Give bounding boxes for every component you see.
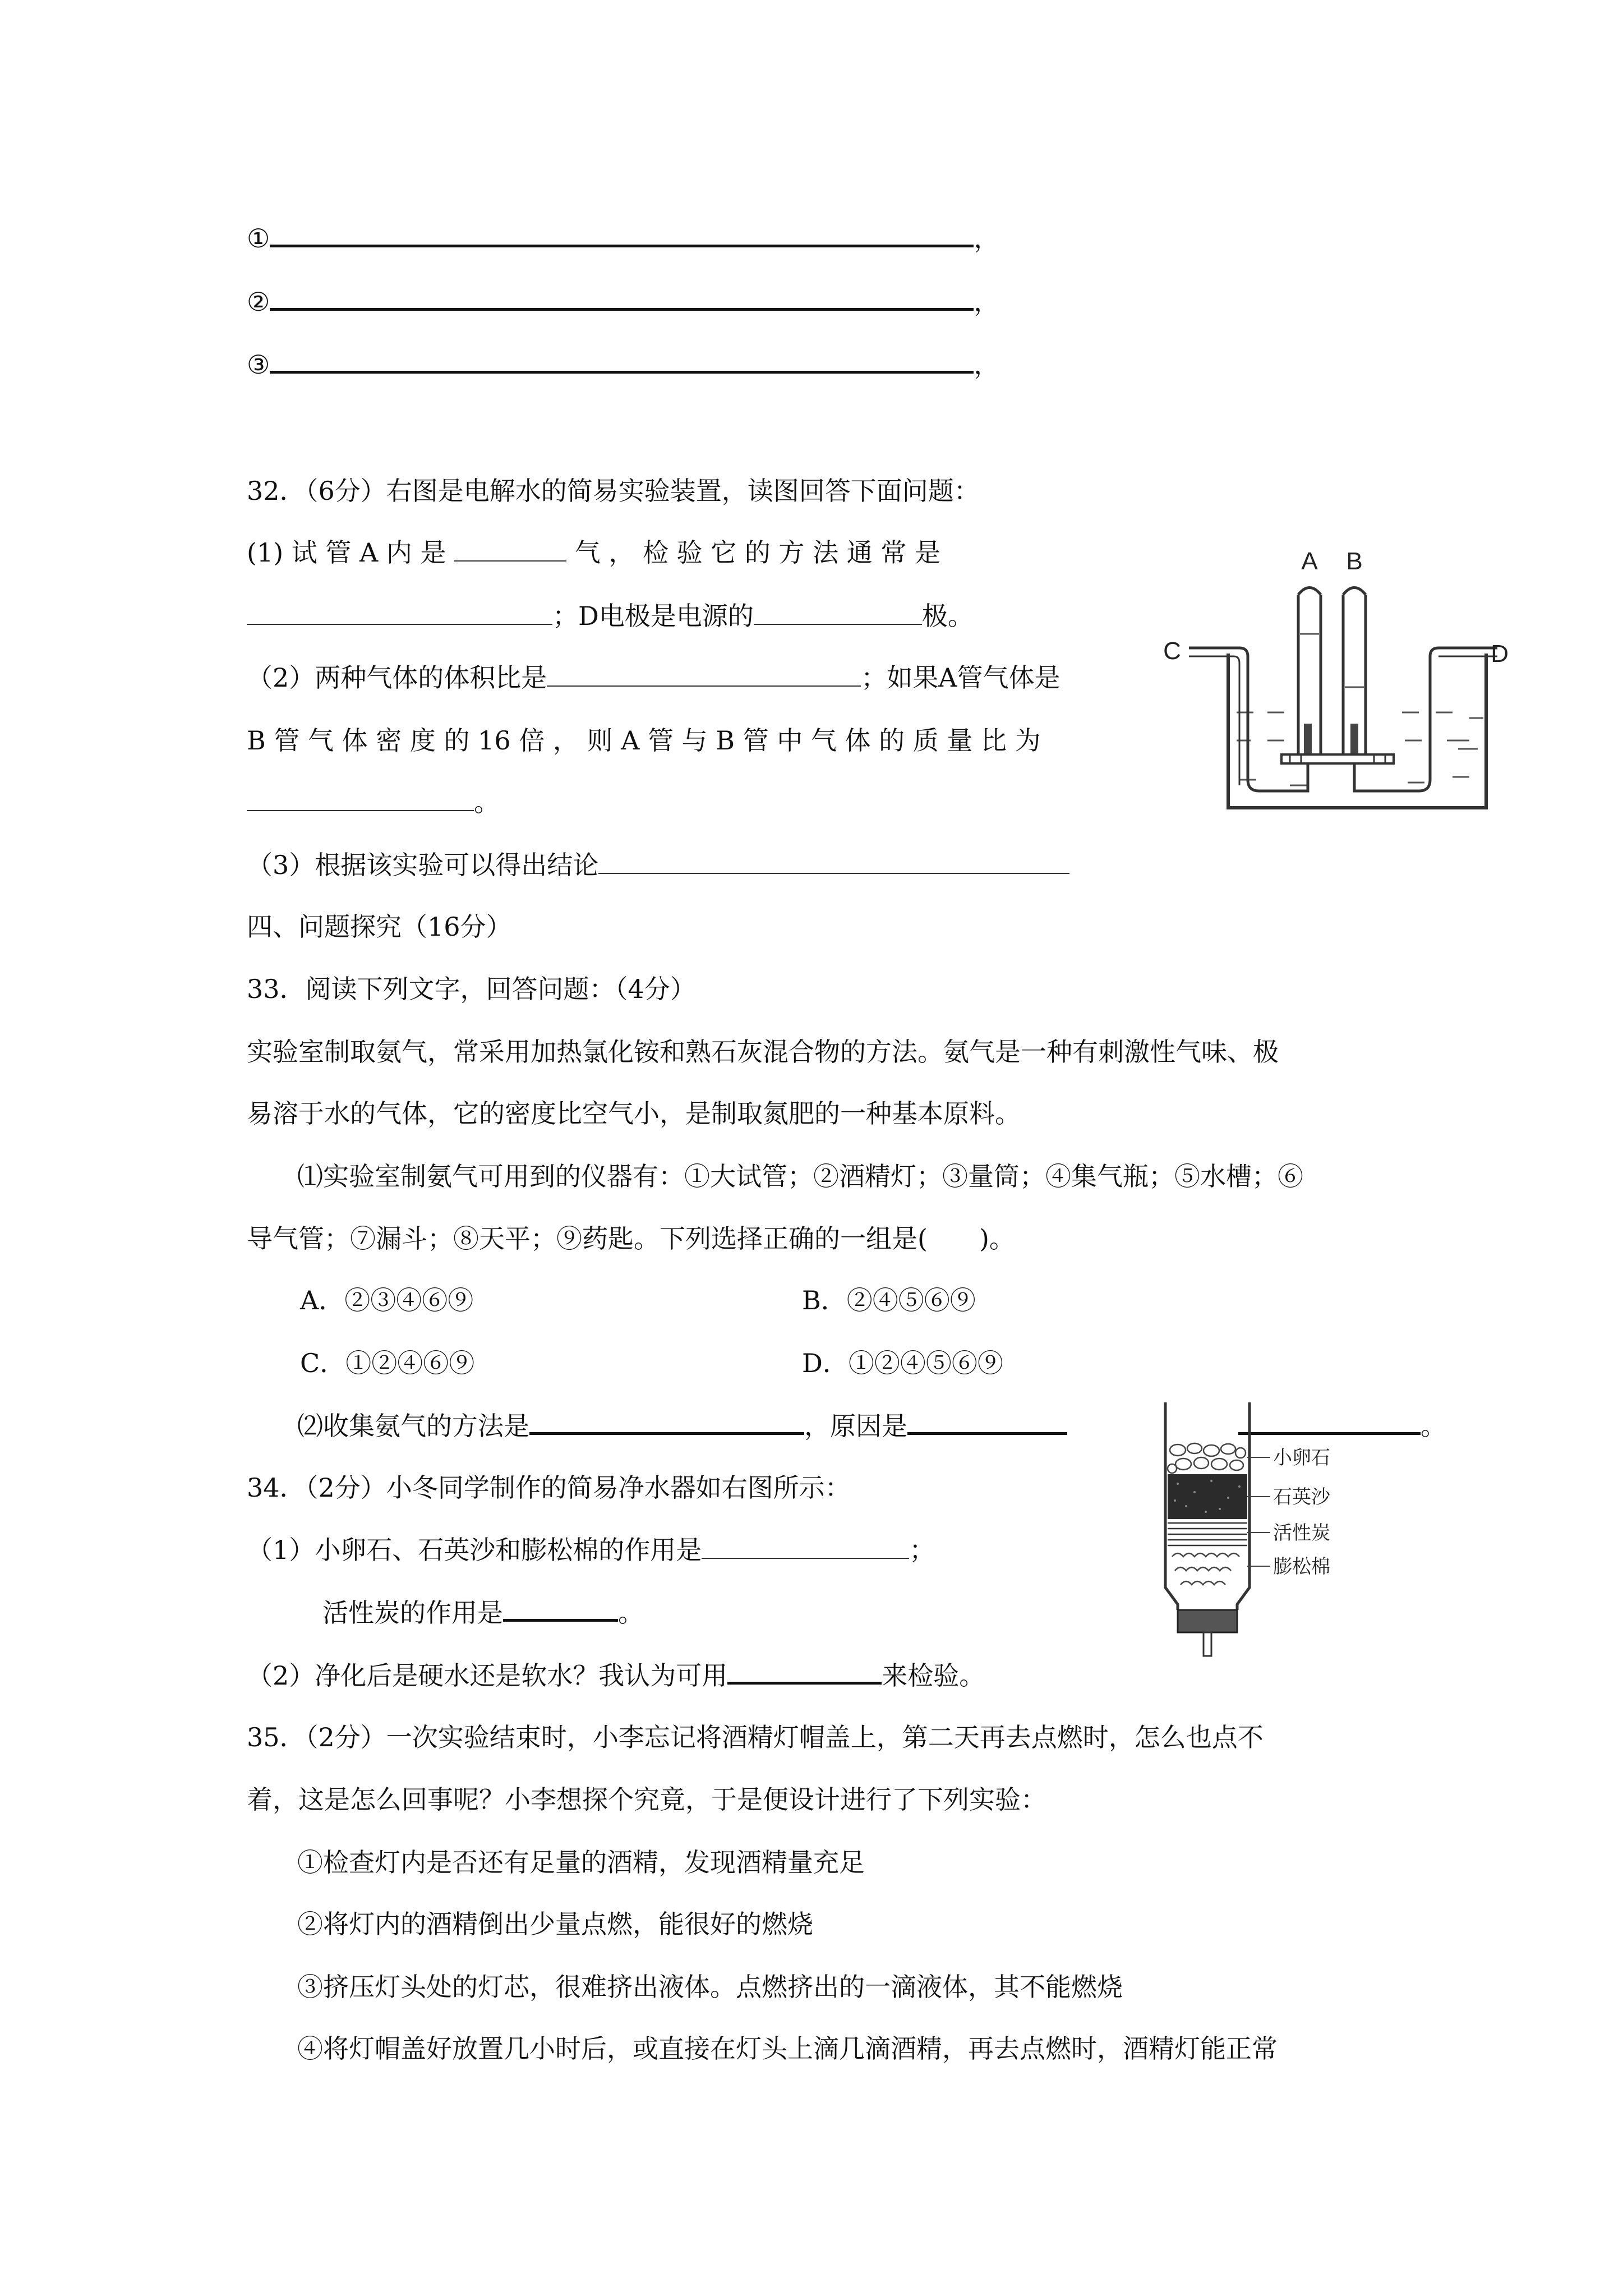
label-activated-carbon: 活性炭 — [1273, 1522, 1330, 1544]
water-purifier-figure — [1155, 1402, 1380, 1660]
q32-part2-line1: （2）两种气体的体积比是 ；如果A管气体是 — [247, 662, 1061, 693]
q35-step2: ②将灯内的酒精倒出少量点燃，能很好的燃烧 — [297, 1909, 813, 1939]
answer-blank[interactable] — [270, 305, 974, 311]
answer-blank[interactable] — [598, 869, 1069, 874]
label-d: D — [1491, 640, 1509, 668]
answer-blank[interactable] — [727, 1678, 882, 1685]
q34-part1-line2: 活性炭的作用是 。 — [322, 1598, 644, 1628]
q34-title: 34．（2分）小冬同学制作的简易净水器如右图所示： — [247, 1473, 851, 1503]
q32-part1-line2: ；D电极是电源的 极。 — [247, 599, 974, 633]
q33-option-d[interactable]: D．①②④⑤⑥⑨ — [802, 1348, 1003, 1378]
answer-blank[interactable] — [907, 1429, 1067, 1435]
section-heading: 四、问题探究（16分） — [247, 912, 512, 942]
label-cotton: 膨松棉 — [1273, 1556, 1330, 1577]
q32-part1-line1: (1) 试 管 A 内 是 气 ， 检 验 它 的 方 法 通 常 是 — [247, 537, 940, 568]
answer-blank[interactable] — [754, 620, 922, 625]
q33-option-a[interactable]: A．②③④⑥⑨ — [300, 1285, 474, 1315]
q33-q1-line2: 导气管；⑦漏斗；⑧天平；⑨药匙。下列选择正确的一组是( )。 — [247, 1223, 1015, 1254]
q35-title: 35．（2分）一次实验结束时，小李忘记将酒精灯帽盖上，第二天再去点燃时，怎么也点不 — [247, 1722, 1264, 1752]
q32-title: 32．（6分）右图是电解水的简易实验装置，读图回答下面问题： — [247, 476, 980, 506]
answer-blank[interactable] — [270, 367, 974, 374]
circled-number: ① — [247, 223, 270, 254]
q33-q1-line1: ⑴实验室制氨气可用到的仪器有：①大试管；②酒精灯；③量筒；④集气瓶；⑤水槽；⑥ — [297, 1161, 1303, 1191]
answer-line-1: ① ， — [247, 223, 1000, 254]
q33-q2: ⑵收集氨气的方法是 ，原因是 。 — [297, 1411, 1446, 1441]
q35-step3: ③挤压灯头处的灯芯，很难挤出液体。点燃挤出的一滴液体，其不能燃烧 — [297, 1972, 1123, 2002]
label-a: A — [1301, 547, 1318, 575]
answer-blank[interactable] — [529, 1429, 804, 1435]
answer-blank[interactable] — [702, 1554, 909, 1559]
label-quartz-sand: 石英沙 — [1273, 1487, 1330, 1508]
q33-text1: 实验室制取氨气，常采用加热氯化铵和熟石灰混合物的方法。氨气是一种有刺激性气味、极 — [247, 1037, 1279, 1067]
electrolysis-figure — [1155, 544, 1514, 819]
q34-part1-line1: （1）小卵石、石英沙和膨松棉的作用是 ； — [247, 1535, 935, 1565]
q35-line2: 着，这是怎么回事呢？小李想探个究竟，于是便设计进行了下列实验： — [247, 1784, 1046, 1815]
answer-line-2: ② ， — [247, 287, 1000, 317]
q33-option-b[interactable]: B．②④⑤⑥⑨ — [802, 1285, 976, 1315]
circled-number: ③ — [247, 349, 270, 380]
answer-blank[interactable] — [503, 1616, 618, 1622]
label-pebbles: 小卵石 — [1273, 1447, 1330, 1469]
q33-title: 33．阅读下列文字，回答问题：（4分） — [247, 974, 696, 1004]
label-c: C — [1163, 637, 1181, 665]
label-b: B — [1346, 547, 1363, 575]
answer-line-3: ③ ， — [247, 349, 1000, 380]
answer-blank[interactable] — [247, 807, 474, 811]
q35-step1: ①检查灯内是否还有足量的酒精，发现酒精量充足 — [297, 1847, 865, 1878]
q33-text2: 易溶于水的气体，它的密度比空气小，是制取氮肥的一种基本原料。 — [247, 1098, 1021, 1129]
q33-option-c[interactable]: C．①②④⑥⑨ — [300, 1348, 475, 1378]
answer-blank[interactable] — [454, 557, 566, 562]
q32-part3: （3）根据该实验可以得出结论 — [247, 848, 1069, 882]
q32-part2-line2: B 管 气 体 密 度 的 16 倍 ， 则 A 管 与 B 管 中 气 体 的 质 量 比 为 — [247, 725, 1041, 756]
answer-blank[interactable] — [247, 620, 552, 625]
q35-step4: ④将灯帽盖好放置几小时后，或直接在灯头上滴几滴酒精，再去点燃时，酒精灯能正常 — [297, 2033, 1278, 2064]
circled-number: ② — [247, 287, 270, 317]
q32-part2-line3: 。 — [247, 785, 500, 819]
answer-blank[interactable] — [547, 682, 861, 687]
q34-part2: （2）净化后是硬水还是软水？我认为可用 来检验。 — [247, 1660, 985, 1691]
answer-blank[interactable] — [270, 241, 974, 247]
